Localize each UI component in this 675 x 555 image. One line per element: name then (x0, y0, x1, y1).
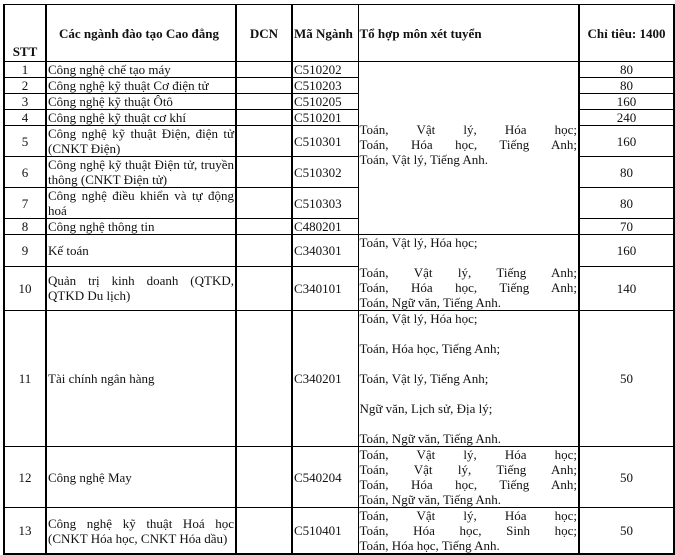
row-code: C510201 (292, 110, 358, 126)
combo-group-2 (358, 235, 579, 311)
header-combos: Tổ hợp môn xét tuyển (358, 5, 579, 62)
combo-line: Toán, Hóa học, Tiếng Anh; (359, 477, 577, 492)
table-row (4, 62, 674, 78)
row-stt: 2 (4, 78, 46, 94)
header-row (4, 5, 674, 62)
combo-line: Toán, Vật lý, Tiếng Anh; (359, 371, 489, 386)
row-dcn (236, 266, 292, 310)
combo-group-4 (358, 447, 579, 508)
row-quota: 70 (579, 219, 674, 235)
row-code: C510202 (292, 62, 358, 78)
combo-line: Toán, Hóa học, Tiếng Anh. (359, 538, 500, 553)
row-quota: 160 (579, 235, 674, 267)
row-code: C510203 (292, 78, 358, 94)
row-quota: 80 (579, 188, 674, 219)
combo-line: Toán, Vật lý, Hóa học; (359, 311, 478, 326)
row-stt: 13 (4, 508, 46, 555)
row-stt: 9 (4, 235, 46, 267)
row-stt: 6 (4, 157, 46, 188)
header-program: Các ngành đào tạo Cao đẳng (46, 5, 236, 62)
row-quota: 80 (579, 62, 674, 78)
row-code: C510303 (292, 188, 358, 219)
combo-line: Toán, Hóa học, Tiếng Anh; (359, 341, 501, 356)
row-program: Công nghệ kỹ thuật cơ khí (46, 110, 236, 126)
row-quota: 80 (579, 78, 674, 94)
combo-line: Toán, Vật lý, Tiếng Anh; (359, 462, 577, 477)
combo-group-1 (358, 62, 579, 235)
row-program: Công nghệ kỹ thuật Hoá học (CNKT Hóa học, CNKT Hóa dầu) (46, 508, 236, 555)
table-row (4, 311, 674, 447)
combo-line: Toán, Vật lý, Hóa học; (359, 447, 577, 462)
header-dcn: DCN (236, 5, 292, 62)
combo-line: Toán, Vật lý, Hóa học; (359, 122, 577, 137)
table-row (4, 447, 674, 508)
row-quota: 160 (579, 94, 674, 110)
header-stt: STT (4, 5, 46, 62)
combo-line: Toán, Vật lý, Tiếng Anh. (359, 152, 489, 167)
row-dcn (236, 110, 292, 126)
row-stt: 12 (4, 447, 46, 508)
combo-line: Toán, Hóa học, Sinh học; (359, 523, 577, 538)
combo-line: Ngữ văn, Lịch sử, Địa lý; (359, 401, 493, 416)
row-program: Công nghệ điều khiển và tự động hoá (48, 188, 234, 218)
header-quota: Chỉ tiêu: 1400 (579, 5, 674, 62)
combo-group-5 (358, 508, 579, 555)
row-program: Công nghệ thông tin (46, 219, 236, 235)
combo-line: Toán, Vật lý, Tiếng Anh; (359, 265, 577, 280)
row-code: C340201 (292, 311, 358, 447)
row-quota: 140 (579, 266, 674, 310)
row-dcn (236, 447, 292, 508)
row-stt: 10 (4, 266, 46, 310)
combo-line: Toán, Vật lý, Hóa học; (359, 508, 577, 523)
row-program: Quản trị kinh doanh (QTKD, QTKD Du lịch) (46, 266, 236, 310)
row-dcn (236, 126, 292, 157)
row-dcn (236, 311, 292, 447)
row-code: C510401 (292, 508, 358, 555)
row-code: C510301 (292, 126, 358, 157)
row-program: Công nghệ kỹ thuật Điện, điện tử (CNKT Điện) (48, 126, 234, 156)
row-quota: 80 (579, 157, 674, 188)
row-program: Công nghệ kỹ thuật Ôtô (46, 94, 236, 110)
row-dcn (236, 219, 292, 235)
row-quota: 160 (579, 126, 674, 157)
header-code: Mã Ngành (292, 5, 358, 62)
row-program: Công nghệ May (46, 447, 236, 508)
row-stt: 7 (4, 188, 46, 219)
row-code: C480201 (292, 219, 358, 235)
combo-group-3 (358, 311, 579, 447)
row-dcn (236, 94, 292, 110)
row-code: C340101 (292, 266, 358, 310)
row-program: Tài chính ngân hàng (46, 311, 236, 447)
combo-line: Toán, Ngữ văn, Tiếng Anh. (359, 295, 502, 310)
row-dcn (236, 157, 292, 188)
table-row (4, 235, 674, 267)
row-stt: 1 (4, 62, 46, 78)
row-stt: 3 (4, 94, 46, 110)
combo-line: Toán, Ngữ văn, Tiếng Anh. (359, 492, 502, 507)
row-stt: 5 (4, 126, 46, 157)
row-quota: 240 (579, 110, 674, 126)
row-code: C540204 (292, 447, 358, 508)
row-program: Công nghệ chế tạo máy (46, 62, 236, 78)
combo-line: Toán, Vật lý, Hóa học; (359, 235, 478, 250)
row-program: Công nghệ kỹ thuật Điện tử, truyền thông (CNKT Điện tử) (48, 157, 234, 187)
row-quota: 50 (579, 447, 674, 508)
row-program: Công nghệ kỹ thuật Cơ điện tử (46, 78, 236, 94)
combo-line: Toán, Ngữ văn, Tiếng Anh. (359, 431, 502, 446)
row-code: C340301 (292, 235, 358, 267)
table-row (4, 508, 674, 555)
row-dcn (236, 235, 292, 267)
row-code: C510205 (292, 94, 358, 110)
row-stt: 8 (4, 219, 46, 235)
row-code: C510302 (292, 157, 358, 188)
row-dcn (236, 508, 292, 555)
row-dcn (236, 78, 292, 94)
row-program: Kế toán (46, 235, 236, 267)
row-quota: 50 (579, 311, 674, 447)
row-stt: 11 (4, 311, 46, 447)
combo-line: Toán, Hóa học, Tiếng Anh; (359, 137, 577, 152)
row-dcn (236, 62, 292, 78)
row-stt: 4 (4, 110, 46, 126)
combo-line: Toán, Hóa học, Tiếng Anh; (359, 280, 577, 295)
row-dcn (236, 188, 292, 219)
admissions-table (3, 4, 675, 555)
row-quota: 50 (579, 508, 674, 555)
